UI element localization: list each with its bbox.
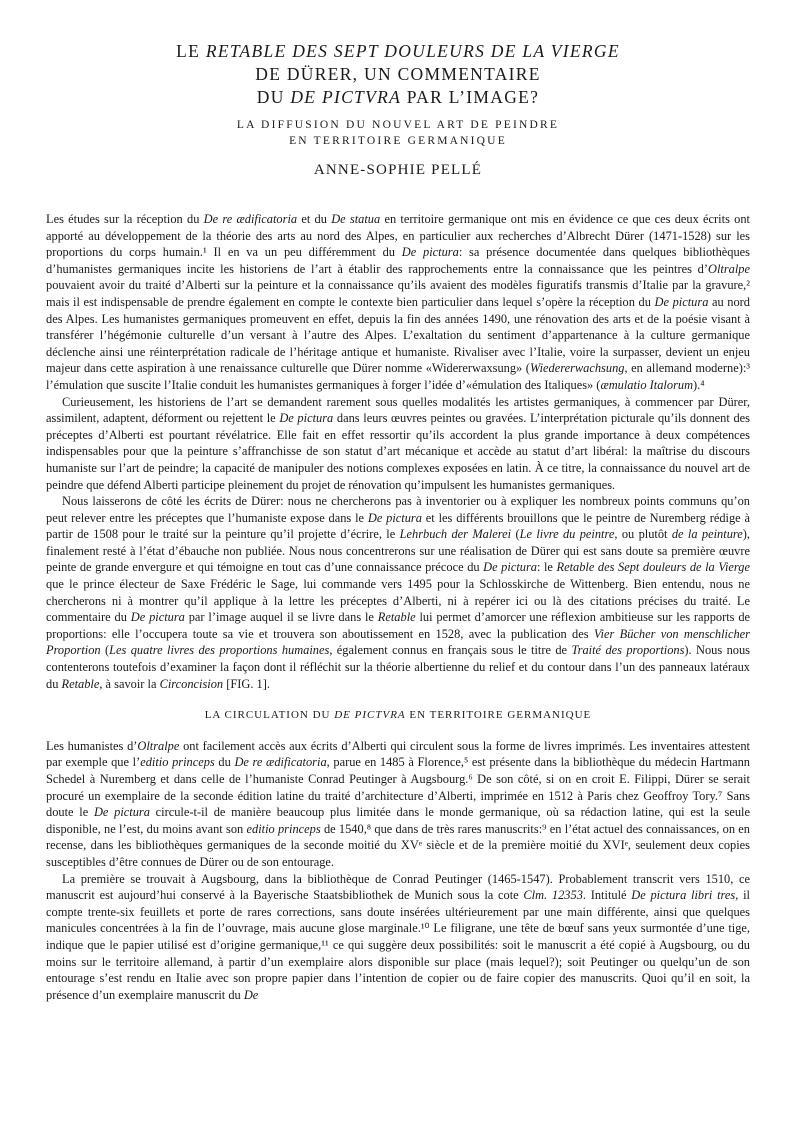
text-run: , à savoir la bbox=[99, 676, 160, 691]
italic-run: Retable bbox=[377, 610, 416, 625]
text-run: ), finalement resté à l’état d’ébauche non publiée. Nous nous concentrerons sur une réalisation de Dürer qui est sans doute sa première œuvre peinte de grande envergure et qui témoigne en tout cas d’une connaissance précoce du bbox=[46, 527, 750, 575]
paragraph bbox=[46, 871, 750, 1004]
italic-run: Wiedererwachsung bbox=[529, 361, 625, 376]
page bbox=[46, 40, 750, 1003]
italic-run: De statua bbox=[331, 212, 381, 226]
italic-run: De re ædificatoria bbox=[234, 755, 327, 770]
text-run: lui permet d’amorcer une réflexion ambitieuse sur les rapports de proportions: elle l’occupera toute sa vie et trouvera son aboutissement en 1528, avec la publication des bbox=[46, 610, 751, 641]
italic-run: Lehrbuch der Malerei bbox=[399, 527, 512, 542]
paragraph bbox=[46, 738, 750, 871]
italic-run: editio princeps bbox=[140, 755, 215, 770]
italic-run: Circoncision bbox=[159, 676, 224, 691]
text-run: , ou plutôt bbox=[614, 527, 672, 542]
title-line-2: DE DÜRER, UN COMMENTAIRE bbox=[255, 64, 541, 84]
article-subtitle bbox=[46, 117, 750, 149]
paragraph bbox=[46, 211, 750, 394]
italic-run: Traité des proportions bbox=[571, 643, 685, 658]
text-run: en territoire germanique ont mis en évidence ce que ces deux écrits ont apporté au développement de la théorie des arts au nord des Alpes, en particulier aux recherches d’Albrecht Dürer (1471-1528) sur les proportions du corps humain.¹ Il en va un peu différemment du bbox=[46, 212, 750, 260]
text-run: Curieusement, les historiens de l’art se demandent rarement sous quelles modalités les artistes germaniques, à commencer par Dürer, assimilent, adaptent, déforment ou rejettent le bbox=[46, 394, 750, 426]
text-run: Les humanistes d’ bbox=[46, 738, 138, 753]
text-run: , parue en 1485 à Florence,⁵ est présente dans la bibliothèque du médecin Hartmann Schedel à Nuremberg et dans celle de l’humaniste Conrad Peutinger à Augsbourg.⁶ De son côté, si on en croit E. Filippi, Dürer se serait procuré un exemplaire de la seconde édition latine du traité d’architecture d’Alberti, imprimée en 1512 à Paris chez Geoffroy Tory.⁷ Sans doute le bbox=[46, 755, 751, 820]
italic-run: De re ædificatoria bbox=[203, 212, 298, 226]
text-run: , en allemand moderne):³ l’émulation que suscite l’Italie conduit les humanistes germaniques à forger l’idée d’«émulation des Italiques» ( bbox=[46, 361, 750, 392]
text-run: pouvaient avoir du traité d’Alberti sur la peinture et la connaissance qu’ils avaient des modèles figuratifs transmis d’Italie par la gravure,² mais il est indispensable de prendre également en compte le contexte bien particulier dans lequel s’opère la réception du bbox=[46, 278, 750, 309]
section-heading: LA CIRCULATION DU DE PICTVRA EN TERRITOIRE GERMANIQUE bbox=[204, 709, 592, 722]
title-line-1: LE RETABLE DES SEPT DOULEURS DE LA VIERGE bbox=[176, 41, 620, 61]
italic-run: Vier Bücher von menschlicher Proportion bbox=[46, 626, 750, 658]
text-run: et les différents brouillons que le peintre de Nuremberg rédige à partir de 1508 pour le traité sur la peinture qu’il projette d’écrire, le bbox=[46, 510, 750, 542]
italic-run: De pictura bbox=[401, 245, 459, 260]
italic-run: De pictura bbox=[279, 411, 334, 426]
text-run: ont facilement accès aux écrits d’Alberti qui circulent sous la forme de livres imprimés. Les inventaires attestent par exemple que l’ bbox=[46, 738, 750, 770]
author-name: ANNE-SOPHIE PELLÉ bbox=[313, 162, 483, 178]
italic-run: de la peinture bbox=[671, 527, 743, 542]
text-run: ( bbox=[511, 527, 520, 542]
text-run: : sa présence documentée dans quelques bibliothèques d’humanistes germaniques incite les historiens de l’art à établir des rapprochements entre la connaissance que les peintres d’ bbox=[46, 245, 750, 276]
italic-run: De pictura bbox=[130, 610, 185, 625]
subtitle-line-1: LA DIFFUSION DU NOUVEL ART DE PEINDRE bbox=[236, 119, 560, 131]
text-run: [FIG. 1]. bbox=[223, 676, 270, 691]
text-run: ( bbox=[100, 643, 110, 658]
text-run: du bbox=[214, 755, 235, 770]
text-run: circule-t-il de manière beaucoup plus limitée dans le monde germanique, où sa rédaction latine, qui est la seule disponible, ne l’est, du moins avant son bbox=[46, 805, 750, 836]
italic-run: De pictura bbox=[367, 510, 422, 525]
italic-run: De pictura bbox=[654, 294, 709, 309]
italic-run: editio princeps bbox=[246, 821, 321, 836]
text-run: Les études sur la réception du bbox=[46, 212, 204, 226]
text-run: La première se trouvait à Augsbourg, dans la bibliothèque de Conrad Peutinger (1465-1547). Probablement transcrit vers 1510, ce manuscrit est aujourd’hui conservé à la Bayerische Staatsbibliothek de Munich sous la cote bbox=[46, 871, 750, 903]
text-run: ). Nous nous contenterons toutefois d’examiner la façon dont il réfléchit sur la théorie albertienne du relief et du contour dans l’un des panneaux latéraux du bbox=[46, 643, 750, 691]
text-run: que le prince électeur de Saxe Frédéric le Sage, lui commande vers 1495 pour la Schlosskirche de Wittenberg. Bien entendu, nous ne chercherons ni à montrer qu’il applique à la lettre les préceptes d’Alberti, ni à repérer ici ou là des citations précises du traité. Le commentaire du bbox=[46, 577, 750, 625]
italic-run: Oltralpe bbox=[137, 738, 180, 753]
text-run: : le bbox=[536, 560, 557, 575]
text-run: Nous laisserons de côté les écrits de Dürer: nous ne chercherons pas à inventorier ou à expliquer les nombreux points communs qu’on peut relever entre les préceptes que l’humaniste expose dans le bbox=[46, 494, 750, 525]
article-body bbox=[46, 211, 750, 1003]
text-run: . Intitulé bbox=[582, 888, 632, 903]
text-run: de 1540,⁸ que dans de très rares manuscrits:⁹ en l’état actuel des connaissances, on en recense, dans les bibliothèques germaniques de la seconde moitié du XVᵉ siècle et de la première moitié du XVIᵉ, seulement deux copies susceptibles d’être connues de Dürer ou de son entourage. bbox=[46, 821, 750, 869]
article-title bbox=[46, 40, 750, 109]
subtitle-line-2: EN TERRITOIRE GERMANIQUE bbox=[289, 135, 507, 147]
italic-run: De pictura bbox=[483, 560, 537, 575]
italic-run: De pictura libri tres bbox=[631, 888, 736, 903]
text-run: ).⁴ bbox=[693, 377, 705, 392]
italic-run: Retable des Sept douleurs de la Vierge bbox=[556, 560, 750, 575]
text-run: , il compte trente-six feuillets et porte de rares corrections, sans doute insérées ultérieurement par une main différente, ainsi que quelques manicules concentrées à la fin de l’ouvrage, mais aucune glose marginale.¹⁰ Le filigrane, une tête de bœuf sans yeux surmontée d’une tige, indique que le papier utilisé est d’origine germanique,¹¹ ce qui suggère deux possibilités: soit le manuscrit a été copié à Augsbourg, ou du moins sur le territoire allemand, à partir d’un exemplaire alors disponible sur place (mais lequel?); soit Peutinger ou quelqu’un de son entourage s’est rendu en Italie avec son propre papier dans l’intention de copier ou de faire copier des manuscrits. Quoi qu’il en soit, la présence d’un exemplaire manuscrit du bbox=[46, 888, 750, 1002]
text-run: dans leurs œuvres peintes ou gravées. L’interprétation picturale qu’ils donnent des préceptes d’Alberti est pourtant révélatrice. Elle fait en effet ressortir qu’ils accordent la plus grande importance à deux compétences indispensables pour que la peinture s’affranchisse de son statut d’art mécanique et accède au statut d’art libéral: la maîtrise du discours humaniste sur l’art de peindre; la capacité de manipuler des notions complexes exposées en latin. À ce titre, la connaissance du nouvel art de peindre que défend Alberti participe pleinement du projet de rénovation qu’impulsent les humanistes germaniques. bbox=[46, 411, 750, 492]
italic-run: Les quatre livres des proportions humaines bbox=[109, 643, 330, 658]
italic-run: De bbox=[243, 987, 259, 1002]
text-run: au nord des Alpes. Les humanistes germaniques promeuvent en effet, depuis la fin des années 1490, une rénovation des arts et de la poésie visant à transférer l’hégémonie culturelle d’un versant à l’autre des Alpes. L’exaltation du sentiment d’appartenance à la culture germanique déclenche ainsi une réinterprétation radicale de l’héritage antique et humaniste. Rivaliser avec l’Italie, voire la surpasser, devient un enjeu majeur dans cette aspiration à une renaissance culturelle que Dürer nomme «Widererwaxsung» ( bbox=[46, 294, 750, 376]
text-run: par l’image auquel il se livre dans le bbox=[184, 610, 378, 625]
italic-run: Le livre du peintre bbox=[519, 527, 615, 542]
paragraph bbox=[46, 394, 750, 494]
text-run: , également connus en français sous le titre de bbox=[329, 643, 572, 658]
italic-run: Retable bbox=[61, 676, 100, 691]
italic-run: De pictura bbox=[93, 805, 150, 820]
italic-run: æmulatio Italorum bbox=[600, 377, 694, 392]
text-run: et du bbox=[297, 212, 332, 226]
italic-run: Clm. 12353 bbox=[523, 888, 583, 903]
title-line-3: DU DE PICTVRA PAR L’IMAGE? bbox=[256, 87, 540, 107]
italic-run: Oltralpe bbox=[708, 261, 750, 276]
paragraph bbox=[46, 493, 750, 692]
